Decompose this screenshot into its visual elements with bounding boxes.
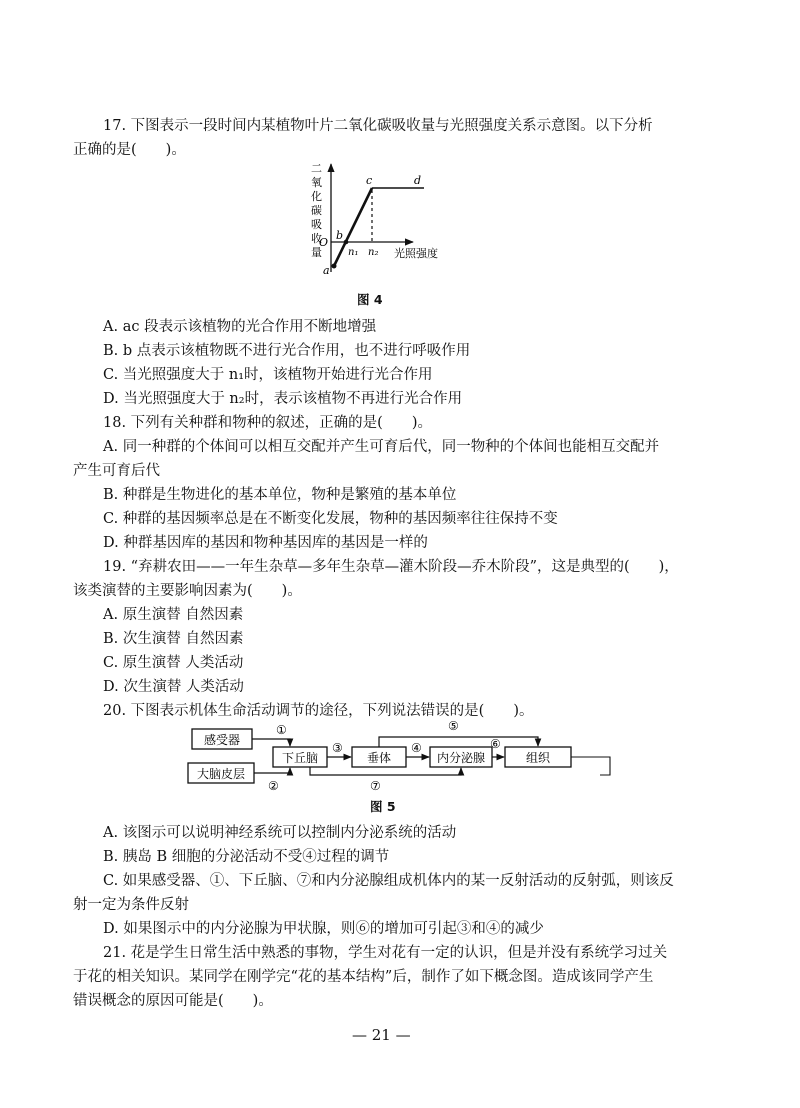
y-label-char-2: 氧 — [311, 176, 322, 189]
q19-option-c: C. 原生演替 人类活动 — [103, 655, 244, 671]
q17-option-b: B. b 点表示该植物既不进行光合作用，也不进行呼吸作用 — [103, 343, 471, 359]
figure-5-diagram — [180, 717, 620, 795]
q21-line3: 错误概念的原因可能是( )。 — [73, 993, 273, 1009]
q17-stem-line1: 17. 下图表示一段时间内某植物叶片二氧化碳吸收量与光照强度关系示意图。以下分析 — [103, 118, 653, 134]
q20-option-b: B. 胰岛 B 细胞的分泌活动不受④过程的调节 — [103, 849, 390, 865]
y-label-char-7: 量 — [311, 246, 322, 259]
origin-label: O — [319, 236, 329, 249]
arrow-1 — [252, 739, 290, 746]
q20-option-a: A. 该图示可以说明神经系统可以控制内分泌系统的活动 — [103, 825, 457, 841]
label-cortex: 大脑皮层 — [196, 767, 246, 781]
marker-3: ③ — [332, 741, 343, 755]
label-hypothalamus: 下丘脑 — [281, 751, 319, 765]
n1-label: n₁ — [348, 247, 359, 258]
q20-stem: 20. 下图表示机体生命活动调节的途径，下列说法错误的是( )。 — [103, 703, 534, 719]
figure-4-caption: 图 4 — [357, 292, 383, 307]
q18-option-c: C. 种群的基因频率总是在不断变化发展，物种的基因频率往往保持不变 — [103, 511, 558, 527]
point-b — [344, 240, 349, 245]
feedback-line — [571, 757, 610, 775]
q17-option-a: A. ac 段表示该植物的光合作用不断地增强 — [103, 319, 377, 335]
figure-5-caption: 图 5 — [370, 799, 396, 814]
y-label-char-3: 化 — [311, 190, 322, 203]
marker-1: ① — [276, 723, 287, 737]
q19-stem-line2: 该类演替的主要影响因素为( )。 — [73, 583, 302, 599]
point-c-label: c — [366, 174, 373, 187]
point-d-label: d — [414, 174, 422, 187]
arrow-5 — [379, 737, 538, 747]
x-axis-label: 光照强度 — [394, 247, 438, 260]
marker-7: ⑦ — [370, 779, 381, 793]
point-b-label: b — [336, 229, 344, 242]
q21-line2: 于花的相关知识。某同学在刚学完“花的基本结构”后，制作了如下概念图。造成该同学产生 — [73, 969, 654, 985]
y-label-char-4: 碳 — [311, 204, 322, 217]
q20-option-c-line2: 射一定为条件反射 — [73, 897, 189, 913]
marker-6: ⑥ — [490, 737, 501, 751]
label-tissue: 组织 — [525, 751, 551, 765]
page-number: — 21 — — [352, 1026, 411, 1044]
q17-stem-line2: 正确的是( )。 — [73, 142, 186, 158]
arrow-2 — [254, 768, 290, 773]
figure-4-graph — [270, 160, 470, 285]
marker-5: ⑤ — [448, 719, 459, 733]
y-label-char-6: 收 — [311, 232, 322, 245]
marker-4: ④ — [411, 741, 422, 755]
q18-option-a-line1: A. 同一种群的个体间可以相互交配并产生可育后代，同一物种的个体间也能相互交配并 — [103, 439, 660, 455]
q19-option-b: B. 次生演替 自然因素 — [103, 631, 244, 647]
q21-line1: 21. 花是学生日常生活中熟悉的事物，学生对花有一定的认识，但是并没有系统学习过关 — [103, 945, 668, 961]
marker-2: ② — [268, 779, 279, 793]
n2-label: n₂ — [368, 247, 379, 258]
label-pituitary: 垂体 — [366, 751, 392, 765]
q18-option-b: B. 种群是生物进化的基本单位，物种是繁殖的基本单位 — [103, 487, 457, 503]
y-label-char-5: 吸 — [311, 218, 322, 231]
q18-option-d: D. 种群基因库的基因和物种基因库的基因是一样的 — [103, 535, 428, 551]
q19-option-a: A. 原生演替 自然因素 — [103, 607, 244, 623]
q19-option-d: D. 次生演替 人类活动 — [103, 679, 244, 695]
point-a-label: a — [323, 264, 330, 277]
y-label-char-1: 二 — [311, 162, 322, 175]
label-receptor: 感受器 — [203, 733, 241, 747]
q20-option-d: D. 如果图示中的内分泌腺为甲状腺，则⑥的增加可引起③和④的减少 — [103, 921, 544, 937]
label-endocrine: 内分泌腺 — [436, 751, 486, 765]
q19-stem-line1: 19. “弃耕农田——一年生杂草—多年生杂草—灌木阶段—乔木阶段”，这是典型的( )， — [103, 559, 679, 575]
q17-option-d: D. 当光照强度大于 n₂时，表示该植物不再进行光合作用 — [103, 391, 463, 407]
q20-option-c-line1: C. 如果感受器、①、下丘脑、⑦和内分泌腺组成机体内的某一反射活动的反射弧，则该反 — [103, 873, 674, 889]
point-a — [332, 264, 337, 269]
q18-stem: 18. 下列有关种群和物种的叙述，正确的是( )。 — [103, 415, 432, 431]
q18-option-a-line2: 产生可育后代 — [73, 463, 160, 479]
q17-option-c: C. 当光照强度大于 n₁时，该植物开始进行光合作用 — [103, 367, 433, 383]
arrow-7 — [310, 767, 461, 775]
